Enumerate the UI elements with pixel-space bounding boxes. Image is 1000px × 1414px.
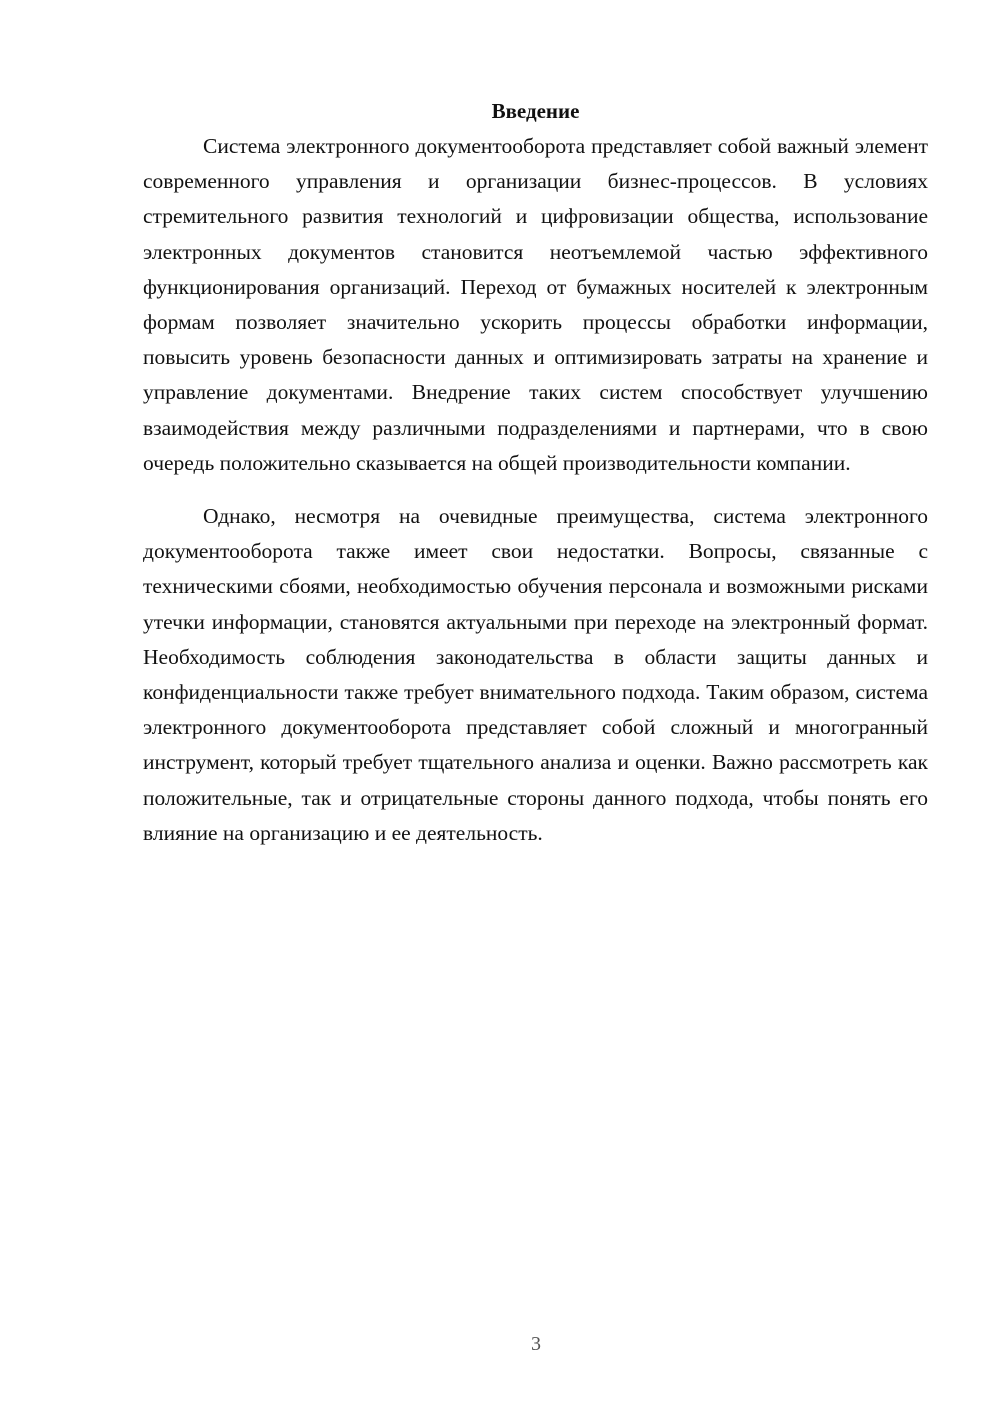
paragraph-1: Система электронного документооборота представляет собой важный элемент современного управления и организации бизнес-процессов. В условиях стремительного развития технологий и цифровизации общества, использование электронных документов становится неотъемлемой частью эффективного функционирования организаций. Переход от бумажных носителей к электронным формам позволяет значительно ускорить процессы обработки информации, повысить уровень безопасности данных и оптимизировать затраты на хранение и управление документами. Внедрение таких систем способствует улучшению взаимодействия между различными подразделениями и партнерами, что в свою очередь положительно сказывается на общей производительности компании. — [143, 134, 928, 475]
paragraph-2: Однако, несмотря на очевидные преимущества, система электронного документооборота также имеет свои недостатки. Вопросы, связанные с техническими сбоями, необходимостью обучения персонала и возможными рисками утечки информации, становятся актуальными при переходе на электронный формат. Необходимость соблюдения законодательства в области защиты данных и конфиденциальности также требует внимательного подхода. Таким образом, система электронного документооборота представляет собой сложный и многогранный инструмент, который требует тщательного анализа и оценки. Важно рассмотреть как положительные, так и отрицательные стороны данного подхода, чтобы понять его влияние на организацию и ее деятельность. — [143, 504, 928, 845]
page-number: 3 — [531, 1333, 541, 1355]
section-heading: Введение — [491, 99, 580, 123]
page-content — [143, 94, 928, 851]
